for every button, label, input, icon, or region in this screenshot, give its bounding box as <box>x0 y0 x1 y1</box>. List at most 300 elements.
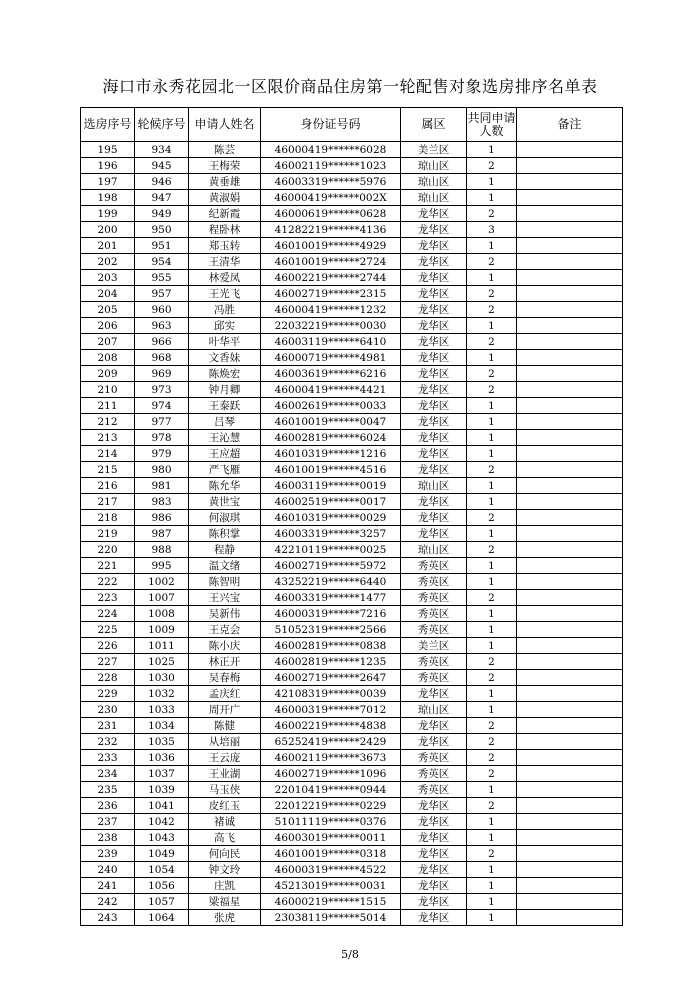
table-row <box>81 398 623 414</box>
selection-no-cell: 226 <box>81 638 135 654</box>
col-header-district: 属区 <box>401 108 467 142</box>
district-cell: 琼山区 <box>401 542 467 558</box>
queue-no-cell: 969 <box>135 366 189 382</box>
selection-no-cell: 199 <box>81 206 135 222</box>
remarks-cell <box>517 158 623 174</box>
selection-no-cell: 241 <box>81 878 135 894</box>
id-number-cell: 46002219******4838 <box>261 718 401 734</box>
id-number-cell: 46000219******1515 <box>261 894 401 910</box>
id-number-cell: 46002719******2315 <box>261 286 401 302</box>
id-number-cell: 22012219******0229 <box>261 798 401 814</box>
district-cell: 秀英区 <box>401 766 467 782</box>
selection-no-cell: 236 <box>81 798 135 814</box>
id-number-cell: 46010319******1216 <box>261 446 401 462</box>
id-number-cell: 46000319******7216 <box>261 606 401 622</box>
selection-no-cell: 206 <box>81 318 135 334</box>
co-applicants-cell: 2 <box>467 286 517 302</box>
applicant-name-cell: 王沁慧 <box>189 430 261 446</box>
table-row <box>81 334 623 350</box>
selection-no-cell: 227 <box>81 654 135 670</box>
table-row <box>81 766 623 782</box>
district-cell: 龙华区 <box>401 414 467 430</box>
queue-no-cell: 954 <box>135 254 189 270</box>
remarks-cell <box>517 862 623 878</box>
remarks-cell <box>517 702 623 718</box>
selection-no-cell: 237 <box>81 814 135 830</box>
district-cell: 秀英区 <box>401 590 467 606</box>
id-number-cell: 46003319******1477 <box>261 590 401 606</box>
applicant-name-cell: 陈允华 <box>189 478 261 494</box>
district-cell: 龙华区 <box>401 302 467 318</box>
table-row <box>81 558 623 574</box>
selection-no-cell: 224 <box>81 606 135 622</box>
applicant-name-cell: 严飞雁 <box>189 462 261 478</box>
applicant-name-cell: 郑玉转 <box>189 238 261 254</box>
id-number-cell: 43252219******6440 <box>261 574 401 590</box>
remarks-cell <box>517 318 623 334</box>
queue-no-cell: 986 <box>135 510 189 526</box>
remarks-cell <box>517 894 623 910</box>
queue-no-cell: 946 <box>135 174 189 190</box>
district-cell: 琼山区 <box>401 478 467 494</box>
co-applicants-cell: 1 <box>467 814 517 830</box>
co-applicants-cell: 1 <box>467 910 517 926</box>
table-row <box>81 430 623 446</box>
remarks-cell <box>517 670 623 686</box>
id-number-cell: 46000319******4522 <box>261 862 401 878</box>
co-applicants-cell: 2 <box>467 366 517 382</box>
co-applicants-cell: 2 <box>467 590 517 606</box>
id-number-cell: 46002219******2744 <box>261 270 401 286</box>
remarks-cell <box>517 638 623 654</box>
id-number-cell: 46010019******4516 <box>261 462 401 478</box>
co-applicants-cell: 1 <box>467 142 517 158</box>
applicant-name-cell: 王云庞 <box>189 750 261 766</box>
table-row <box>81 846 623 862</box>
district-cell: 秀英区 <box>401 782 467 798</box>
applicant-name-cell: 孟庆红 <box>189 686 261 702</box>
queue-no-cell: 983 <box>135 494 189 510</box>
co-applicants-cell: 1 <box>467 174 517 190</box>
applicant-name-cell: 何向民 <box>189 846 261 862</box>
selection-no-cell: 232 <box>81 734 135 750</box>
remarks-cell <box>517 798 623 814</box>
table-row <box>81 222 623 238</box>
queue-no-cell: 1054 <box>135 862 189 878</box>
queue-no-cell: 1043 <box>135 830 189 846</box>
table-header-row <box>81 108 623 142</box>
selection-no-cell: 205 <box>81 302 135 318</box>
table-row <box>81 654 623 670</box>
id-number-cell: 46010019******2724 <box>261 254 401 270</box>
id-number-cell: 46000419******1232 <box>261 302 401 318</box>
col-header-applicant-name: 申请人姓名 <box>189 108 261 142</box>
applicant-name-cell: 林爱凤 <box>189 270 261 286</box>
co-applicants-cell: 1 <box>467 478 517 494</box>
selection-no-cell: 217 <box>81 494 135 510</box>
remarks-cell <box>517 478 623 494</box>
table-row <box>81 670 623 686</box>
selection-no-cell: 204 <box>81 286 135 302</box>
applicant-name-cell: 陈健 <box>189 718 261 734</box>
applicant-name-cell: 何淑琪 <box>189 510 261 526</box>
selection-no-cell: 233 <box>81 750 135 766</box>
queue-no-cell: 973 <box>135 382 189 398</box>
id-number-cell: 46000419******4421 <box>261 382 401 398</box>
table-row <box>81 702 623 718</box>
remarks-cell <box>517 334 623 350</box>
applicant-name-cell: 吴新伟 <box>189 606 261 622</box>
id-number-cell: 46010019******0318 <box>261 846 401 862</box>
selection-no-cell: 208 <box>81 350 135 366</box>
remarks-cell <box>517 414 623 430</box>
table-row <box>81 542 623 558</box>
co-applicants-cell: 1 <box>467 606 517 622</box>
id-number-cell: 46010319******0029 <box>261 510 401 526</box>
id-number-cell: 42108319******0039 <box>261 686 401 702</box>
selection-no-cell: 223 <box>81 590 135 606</box>
table-row <box>81 622 623 638</box>
remarks-cell <box>517 606 623 622</box>
table-row <box>81 750 623 766</box>
applicant-name-cell: 马玉侠 <box>189 782 261 798</box>
id-number-cell: 46000719******4981 <box>261 350 401 366</box>
table-row <box>81 526 623 542</box>
district-cell: 龙华区 <box>401 686 467 702</box>
table-row <box>81 238 623 254</box>
district-cell: 龙华区 <box>401 734 467 750</box>
remarks-cell <box>517 910 623 926</box>
page-indicator: 5/8 <box>341 948 359 961</box>
district-cell: 龙华区 <box>401 286 467 302</box>
id-number-cell: 46003119******0019 <box>261 478 401 494</box>
co-applicants-cell: 2 <box>467 302 517 318</box>
remarks-cell <box>517 734 623 750</box>
remarks-cell <box>517 814 623 830</box>
applicant-name-cell: 吴春梅 <box>189 670 261 686</box>
co-applicants-cell: 3 <box>467 222 517 238</box>
district-cell: 龙华区 <box>401 878 467 894</box>
queue-no-cell: 947 <box>135 190 189 206</box>
selection-no-cell: 197 <box>81 174 135 190</box>
table-row <box>81 318 623 334</box>
applicant-name-cell: 吕琴 <box>189 414 261 430</box>
table-row <box>81 478 623 494</box>
district-cell: 琼山区 <box>401 190 467 206</box>
applicant-name-cell: 王清华 <box>189 254 261 270</box>
id-number-cell: 46002519******0017 <box>261 494 401 510</box>
selection-no-cell: 222 <box>81 574 135 590</box>
remarks-cell <box>517 510 623 526</box>
co-applicants-cell: 2 <box>467 334 517 350</box>
co-applicants-cell: 2 <box>467 750 517 766</box>
table-row <box>81 270 623 286</box>
table-row <box>81 894 623 910</box>
remarks-cell <box>517 526 623 542</box>
id-number-cell: 46003619******6216 <box>261 366 401 382</box>
selection-no-cell: 225 <box>81 622 135 638</box>
applicant-name-cell: 高飞 <box>189 830 261 846</box>
table-row <box>81 734 623 750</box>
applicant-name-cell: 黄垂雄 <box>189 174 261 190</box>
queue-no-cell: 960 <box>135 302 189 318</box>
queue-no-cell: 1042 <box>135 814 189 830</box>
co-applicants-cell: 1 <box>467 318 517 334</box>
table-row <box>81 574 623 590</box>
selection-no-cell: 203 <box>81 270 135 286</box>
district-cell: 秀英区 <box>401 606 467 622</box>
district-cell: 龙华区 <box>401 398 467 414</box>
queue-no-cell: 1009 <box>135 622 189 638</box>
table-row <box>81 158 623 174</box>
applicant-name-cell: 王梅荣 <box>189 158 261 174</box>
table-row <box>81 862 623 878</box>
remarks-cell <box>517 382 623 398</box>
queue-no-cell: 974 <box>135 398 189 414</box>
table-row <box>81 830 623 846</box>
table-row <box>81 414 623 430</box>
queue-no-cell: 1056 <box>135 878 189 894</box>
selection-no-cell: 239 <box>81 846 135 862</box>
table-row <box>81 462 623 478</box>
co-applicants-cell: 1 <box>467 702 517 718</box>
co-applicants-cell: 1 <box>467 622 517 638</box>
applicant-name-cell: 陈焕宏 <box>189 366 261 382</box>
applicant-name-cell: 张虎 <box>189 910 261 926</box>
district-cell: 龙华区 <box>401 350 467 366</box>
remarks-cell <box>517 686 623 702</box>
table-row <box>81 686 623 702</box>
selection-no-cell: 221 <box>81 558 135 574</box>
applicant-name-cell: 王克会 <box>189 622 261 638</box>
queue-no-cell: 979 <box>135 446 189 462</box>
table-row <box>81 302 623 318</box>
applicant-name-cell: 黄淑娟 <box>189 190 261 206</box>
queue-no-cell: 988 <box>135 542 189 558</box>
queue-no-cell: 966 <box>135 334 189 350</box>
queue-no-cell: 945 <box>135 158 189 174</box>
selection-no-cell: 210 <box>81 382 135 398</box>
selection-no-cell: 198 <box>81 190 135 206</box>
selection-no-cell: 212 <box>81 414 135 430</box>
id-number-cell: 46002119******1023 <box>261 158 401 174</box>
table-row <box>81 814 623 830</box>
district-cell: 龙华区 <box>401 446 467 462</box>
table-row <box>81 366 623 382</box>
table-row <box>81 590 623 606</box>
selection-no-cell: 243 <box>81 910 135 926</box>
selection-no-cell: 195 <box>81 142 135 158</box>
co-applicants-cell: 1 <box>467 830 517 846</box>
remarks-cell <box>517 270 623 286</box>
queue-no-cell: 1049 <box>135 846 189 862</box>
queue-no-cell: 963 <box>135 318 189 334</box>
co-applicants-cell: 2 <box>467 382 517 398</box>
co-applicants-cell: 2 <box>467 766 517 782</box>
remarks-cell <box>517 430 623 446</box>
ranking-table <box>80 107 623 926</box>
remarks-cell <box>517 718 623 734</box>
selection-no-cell: 196 <box>81 158 135 174</box>
selection-no-cell: 207 <box>81 334 135 350</box>
applicant-name-cell: 陈芸 <box>189 142 261 158</box>
district-cell: 龙华区 <box>401 494 467 510</box>
applicant-name-cell: 王业湖 <box>189 766 261 782</box>
id-number-cell: 46002619******0033 <box>261 398 401 414</box>
table-row <box>81 382 623 398</box>
remarks-cell <box>517 190 623 206</box>
queue-no-cell: 995 <box>135 558 189 574</box>
queue-no-cell: 950 <box>135 222 189 238</box>
table-row <box>81 798 623 814</box>
remarks-cell <box>517 830 623 846</box>
co-applicants-cell: 1 <box>467 430 517 446</box>
queue-no-cell: 1030 <box>135 670 189 686</box>
remarks-cell <box>517 462 623 478</box>
id-number-cell: 41282219******4136 <box>261 222 401 238</box>
selection-no-cell: 214 <box>81 446 135 462</box>
queue-no-cell: 1057 <box>135 894 189 910</box>
queue-no-cell: 968 <box>135 350 189 366</box>
remarks-cell <box>517 878 623 894</box>
table-row <box>81 254 623 270</box>
district-cell: 琼山区 <box>401 158 467 174</box>
applicant-name-cell: 皮红玉 <box>189 798 261 814</box>
remarks-cell <box>517 654 623 670</box>
id-number-cell: 46003319******5976 <box>261 174 401 190</box>
queue-no-cell: 1008 <box>135 606 189 622</box>
id-number-cell: 46003019******0011 <box>261 830 401 846</box>
id-number-cell: 22010419******0944 <box>261 782 401 798</box>
co-applicants-cell: 2 <box>467 846 517 862</box>
table-row <box>81 286 623 302</box>
id-number-cell: 51011119******0376 <box>261 814 401 830</box>
district-cell: 美兰区 <box>401 638 467 654</box>
queue-no-cell: 1007 <box>135 590 189 606</box>
queue-no-cell: 1002 <box>135 574 189 590</box>
applicant-name-cell: 陈积掌 <box>189 526 261 542</box>
col-header-queue-no: 轮候序号 <box>135 108 189 142</box>
district-cell: 琼山区 <box>401 702 467 718</box>
id-number-cell: 65252419******2429 <box>261 734 401 750</box>
queue-no-cell: 934 <box>135 142 189 158</box>
id-number-cell: 46003319******3257 <box>261 526 401 542</box>
applicant-name-cell: 王泰跃 <box>189 398 261 414</box>
remarks-cell <box>517 782 623 798</box>
queue-no-cell: 980 <box>135 462 189 478</box>
district-cell: 龙华区 <box>401 366 467 382</box>
selection-no-cell: 211 <box>81 398 135 414</box>
applicant-name-cell: 程卧林 <box>189 222 261 238</box>
id-number-cell: 46000619******0628 <box>261 206 401 222</box>
district-cell: 龙华区 <box>401 910 467 926</box>
district-cell: 秀英区 <box>401 750 467 766</box>
district-cell: 龙华区 <box>401 526 467 542</box>
col-header-co-applicants: 共同申请人数 <box>467 108 517 142</box>
applicant-name-cell: 王光飞 <box>189 286 261 302</box>
remarks-cell <box>517 142 623 158</box>
table-row <box>81 510 623 526</box>
remarks-cell <box>517 350 623 366</box>
co-applicants-cell: 2 <box>467 542 517 558</box>
id-number-cell: 46000419******6028 <box>261 142 401 158</box>
applicant-name-cell: 程静 <box>189 542 261 558</box>
selection-no-cell: 234 <box>81 766 135 782</box>
co-applicants-cell: 2 <box>467 462 517 478</box>
applicant-name-cell: 邱实 <box>189 318 261 334</box>
co-applicants-cell: 2 <box>467 670 517 686</box>
applicant-name-cell: 从培丽 <box>189 734 261 750</box>
id-number-cell: 46002119******3673 <box>261 750 401 766</box>
remarks-cell <box>517 558 623 574</box>
district-cell: 龙华区 <box>401 206 467 222</box>
applicant-name-cell: 钟月卿 <box>189 382 261 398</box>
applicant-name-cell: 文香妹 <box>189 350 261 366</box>
remarks-cell <box>517 846 623 862</box>
queue-no-cell: 1041 <box>135 798 189 814</box>
id-number-cell: 46003119******6410 <box>261 334 401 350</box>
co-applicants-cell: 1 <box>467 190 517 206</box>
co-applicants-cell: 1 <box>467 526 517 542</box>
selection-no-cell: 209 <box>81 366 135 382</box>
applicant-name-cell: 叶华平 <box>189 334 261 350</box>
table-row <box>81 782 623 798</box>
applicant-name-cell: 林正开 <box>189 654 261 670</box>
applicant-name-cell: 冯胜 <box>189 302 261 318</box>
queue-no-cell: 1032 <box>135 686 189 702</box>
id-number-cell: 46002819******0838 <box>261 638 401 654</box>
id-number-cell: 23038119******5014 <box>261 910 401 926</box>
selection-no-cell: 216 <box>81 478 135 494</box>
district-cell: 龙华区 <box>401 846 467 862</box>
queue-no-cell: 1037 <box>135 766 189 782</box>
remarks-cell <box>517 238 623 254</box>
applicant-name-cell: 纪新霞 <box>189 206 261 222</box>
remarks-cell <box>517 494 623 510</box>
district-cell: 龙华区 <box>401 254 467 270</box>
queue-no-cell: 1011 <box>135 638 189 654</box>
applicant-name-cell: 陈智明 <box>189 574 261 590</box>
remarks-cell <box>517 222 623 238</box>
district-cell: 龙华区 <box>401 334 467 350</box>
district-cell: 龙华区 <box>401 238 467 254</box>
col-header-id-number: 身份证号码 <box>261 108 401 142</box>
co-applicants-cell: 2 <box>467 654 517 670</box>
selection-no-cell: 240 <box>81 862 135 878</box>
district-cell: 龙华区 <box>401 718 467 734</box>
co-applicants-cell: 1 <box>467 494 517 510</box>
queue-no-cell: 987 <box>135 526 189 542</box>
selection-no-cell: 200 <box>81 222 135 238</box>
selection-no-cell: 213 <box>81 430 135 446</box>
district-cell: 龙华区 <box>401 382 467 398</box>
co-applicants-cell: 2 <box>467 254 517 270</box>
co-applicants-cell: 2 <box>467 206 517 222</box>
co-applicants-cell: 1 <box>467 350 517 366</box>
district-cell: 龙华区 <box>401 814 467 830</box>
queue-no-cell: 955 <box>135 270 189 286</box>
queue-no-cell: 949 <box>135 206 189 222</box>
table-row <box>81 190 623 206</box>
selection-no-cell: 235 <box>81 782 135 798</box>
co-applicants-cell: 1 <box>467 270 517 286</box>
co-applicants-cell: 1 <box>467 574 517 590</box>
col-header-remarks: 备注 <box>517 108 623 142</box>
selection-no-cell: 215 <box>81 462 135 478</box>
id-number-cell: 46002819******1235 <box>261 654 401 670</box>
remarks-cell <box>517 174 623 190</box>
table-row <box>81 606 623 622</box>
